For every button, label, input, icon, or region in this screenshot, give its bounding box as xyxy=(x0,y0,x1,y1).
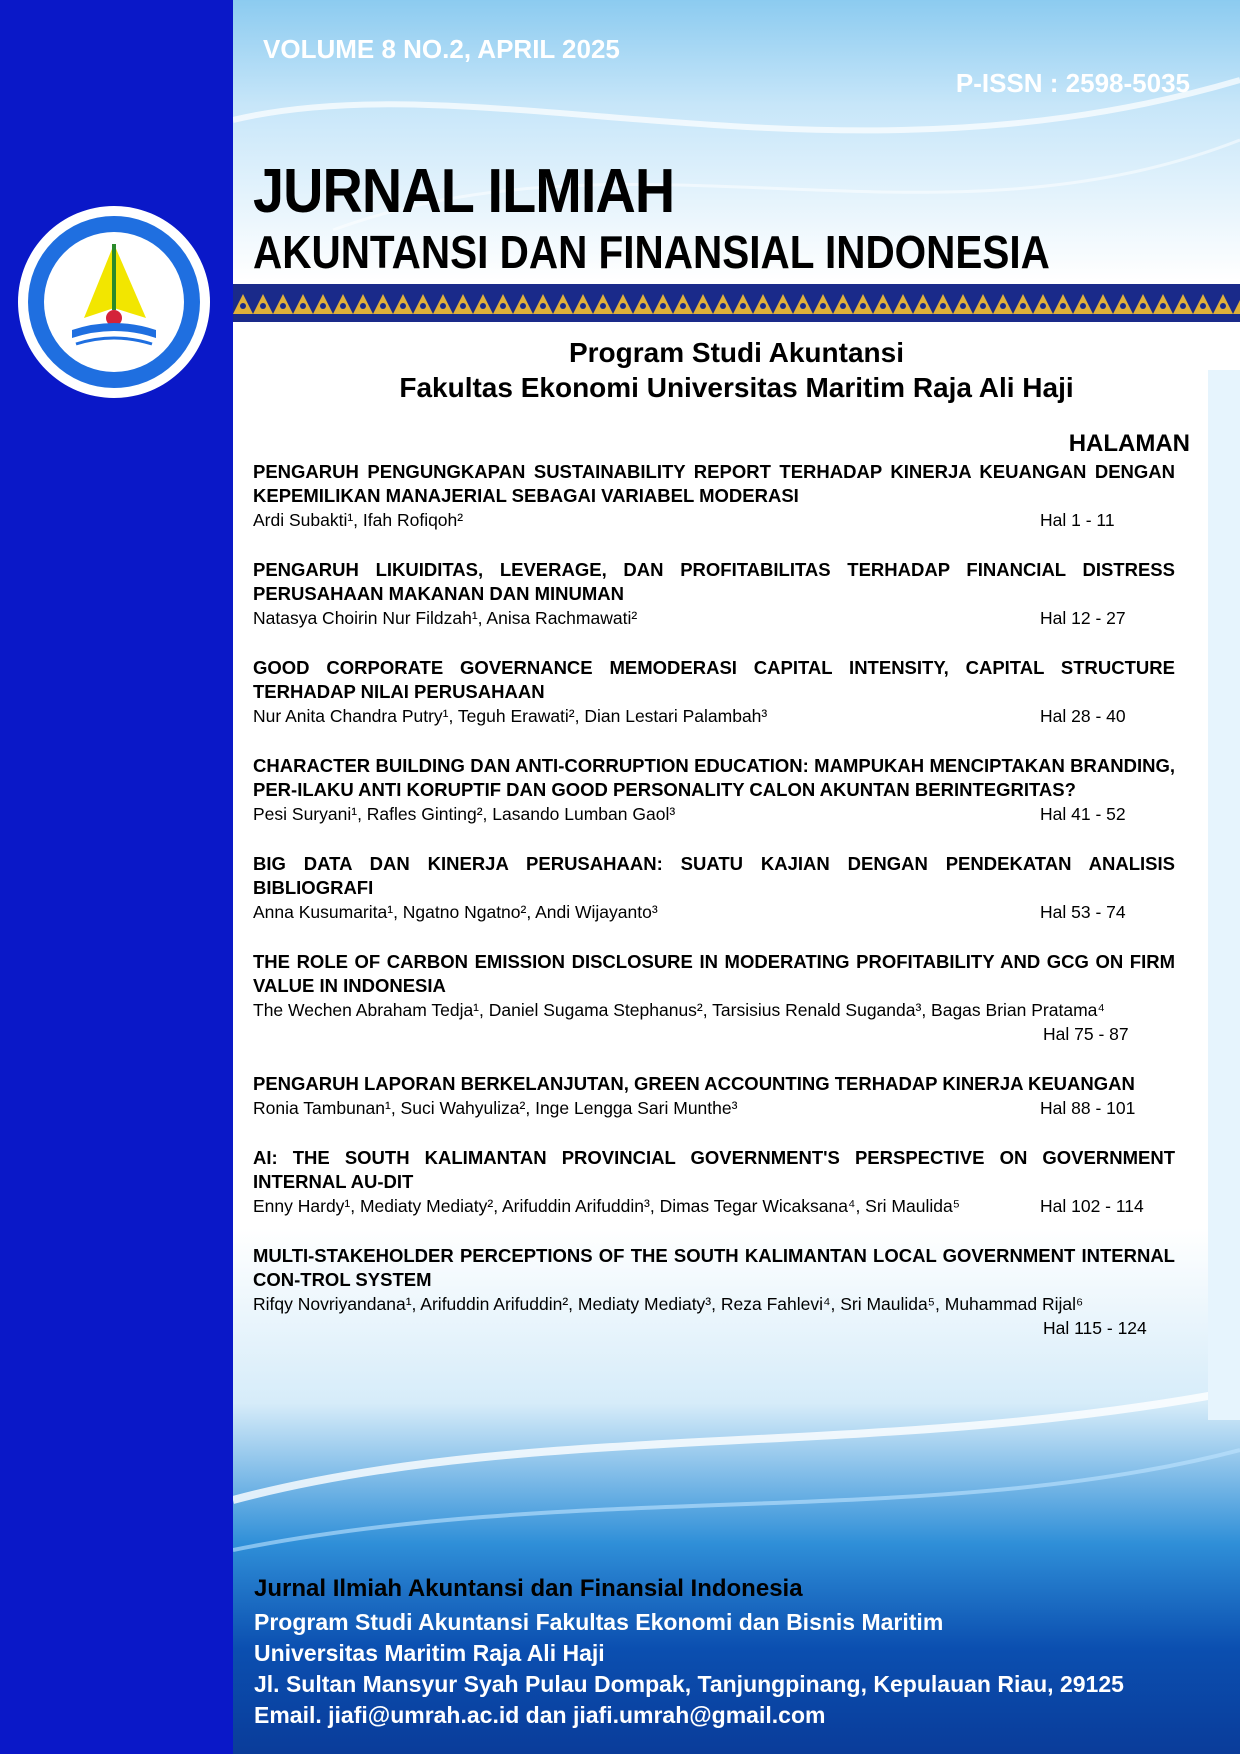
toc-entry xyxy=(253,460,1175,532)
halaman-label: HALAMAN xyxy=(1068,430,1190,457)
table-of-contents xyxy=(253,460,1175,1366)
volume-label: VOLUME 8 NO.2, APRIL 2025 xyxy=(263,34,620,64)
article-pages: Hal 1 - 11 xyxy=(1040,510,1115,530)
article-authors: Anna Kusumarita¹, Ngatno Ngatno², Andi Wijayanto³ xyxy=(253,902,658,922)
article-pages: Hal 102 - 114 xyxy=(1040,1196,1144,1216)
article-authors: Ronia Tambunan¹, Suci Wahyuliza², Inge Lengga Sari Munthe³ xyxy=(253,1098,738,1118)
toc-entry xyxy=(253,558,1175,630)
article-authors: The Wechen Abraham Tedja¹, Daniel Sugama Stephanus², Tarsisius Renald Suganda³, Bagas Brian Pratama⁴ xyxy=(253,1000,1105,1020)
article-title[interactable]: BIG DATA DAN KINERJA PERUSAHAAN: SUATU KAJIAN DENGAN PENDEKATAN ANALISIS BIBLIOGRAFI xyxy=(253,853,1175,898)
journal-title-line2: AKUNTANSI DAN FINANSIAL INDONESIA xyxy=(253,226,1050,278)
article-pages: Hal 88 - 101 xyxy=(1040,1098,1136,1118)
toc-entry xyxy=(253,754,1175,826)
article-title[interactable]: AI: THE SOUTH KALIMANTAN PROVINCIAL GOVERNMENT'S PERSPECTIVE ON GOVERNMENT INTERNAL AU-DIT xyxy=(253,1147,1175,1192)
footer-email[interactable]: Email. jiafi@umrah.ac.id dan jiafi.umrah@gmail.com xyxy=(254,1702,826,1728)
toc-entry xyxy=(253,852,1175,924)
article-pages: Hal 12 - 27 xyxy=(1040,608,1126,628)
university-logo xyxy=(14,198,214,406)
article-title[interactable]: MULTI-STAKEHOLDER PERCEPTIONS OF THE SOUTH KALIMANTAN LOCAL GOVERNMENT INTERNAL CON-TROL SYSTEM xyxy=(253,1245,1175,1290)
article-title[interactable]: PENGARUH LIKUIDITAS, LEVERAGE, DAN PROFITABILITAS TERHADAP FINANCIAL DISTRESS PERUSAHAAN MAKANAN DAN MINUMAN xyxy=(253,559,1175,604)
toc-entry xyxy=(253,1244,1175,1340)
article-pages: Hal 115 - 124 xyxy=(1043,1318,1147,1338)
article-authors: Pesi Suryani¹, Rafles Ginting², Lasando Lumban Gaol³ xyxy=(253,804,676,824)
program-line1: Program Studi Akuntansi xyxy=(568,337,904,368)
article-pages: Hal 75 - 87 xyxy=(1043,1024,1129,1044)
journal-title-line1: JURNAL ILMIAH xyxy=(253,157,675,226)
article-pages: Hal 41 - 52 xyxy=(1040,804,1126,824)
article-title[interactable]: GOOD CORPORATE GOVERNANCE MEMODERASI CAPITAL INTENSITY, CAPITAL STRUCTURE TERHADAP NILAI PERUSAHAAN xyxy=(253,657,1175,702)
program-line2: Fakultas Ekonomi Universitas Maritim Raja Ali Haji xyxy=(399,372,1074,403)
article-authors: Nur Anita Chandra Putry¹, Teguh Erawati², Dian Lestari Palambah³ xyxy=(253,706,768,726)
footer-address: Jl. Sultan Mansyur Syah Pulau Dompak, Tanjungpinang, Kepulauan Riau, 29125 xyxy=(254,1671,1124,1697)
article-authors: Enny Hardy¹, Mediaty Mediaty², Arifuddin Arifuddin³, Dimas Tegar Wicaksana⁴, Sri Maulida⁵ xyxy=(253,1196,960,1216)
toc-entry xyxy=(253,950,1175,1046)
issn-label: P-ISSN : 2598-5035 xyxy=(955,68,1190,98)
article-pages: Hal 28 - 40 xyxy=(1040,706,1126,726)
article-title[interactable]: THE ROLE OF CARBON EMISSION DISCLOSURE IN MODERATING PROFITABILITY AND GCG ON FIRM VALUE IN INDONESIA xyxy=(253,951,1175,996)
footer-program: Program Studi Akuntansi Fakultas Ekonomi dan Bisnis Maritim xyxy=(254,1609,944,1635)
article-pages: Hal 53 - 74 xyxy=(1040,902,1126,922)
toc-entry xyxy=(253,1072,1175,1120)
article-title[interactable]: CHARACTER BUILDING DAN ANTI-CORRUPTION EDUCATION: MAMPUKAH MENCIPTAKAN BRANDING, PER-ILAKU ANTI KORUPTIF DAN GOOD PERSONALITY CALON AKUNTAN BERINTEGRITAS? xyxy=(253,755,1175,800)
footer-university: Universitas Maritim Raja Ali Haji xyxy=(254,1640,605,1666)
toc-entry xyxy=(253,1146,1175,1218)
footer-journal-name: Jurnal Ilmiah Akuntansi dan Finansial Indonesia xyxy=(254,1575,803,1602)
article-title[interactable]: PENGARUH PENGUNGKAPAN SUSTAINABILITY REPORT TERHADAP KINERJA KEUANGAN DENGAN KEPEMILIKAN MANAJERIAL SEBAGAI VARIABEL MODERASI xyxy=(253,461,1175,506)
article-authors: Rifqy Novriyandana¹, Arifuddin Arifuddin², Mediaty Mediaty³, Reza Fahlevi⁴, Sri Maulida⁵, Muhammad Rijal⁶ xyxy=(253,1294,1084,1314)
ornament-band xyxy=(233,284,1240,322)
toc-entry xyxy=(253,656,1175,728)
footer xyxy=(254,1575,1124,1733)
article-authors: Natasya Choirin Nur Fildzah¹, Anisa Rachmawati² xyxy=(253,608,638,628)
article-authors: Ardi Subakti¹, Ifah Rofiqoh² xyxy=(253,510,464,530)
article-title[interactable]: PENGARUH LAPORAN BERKELANJUTAN, GREEN ACCOUNTING TERHADAP KINERJA KEUANGAN xyxy=(253,1073,1135,1094)
